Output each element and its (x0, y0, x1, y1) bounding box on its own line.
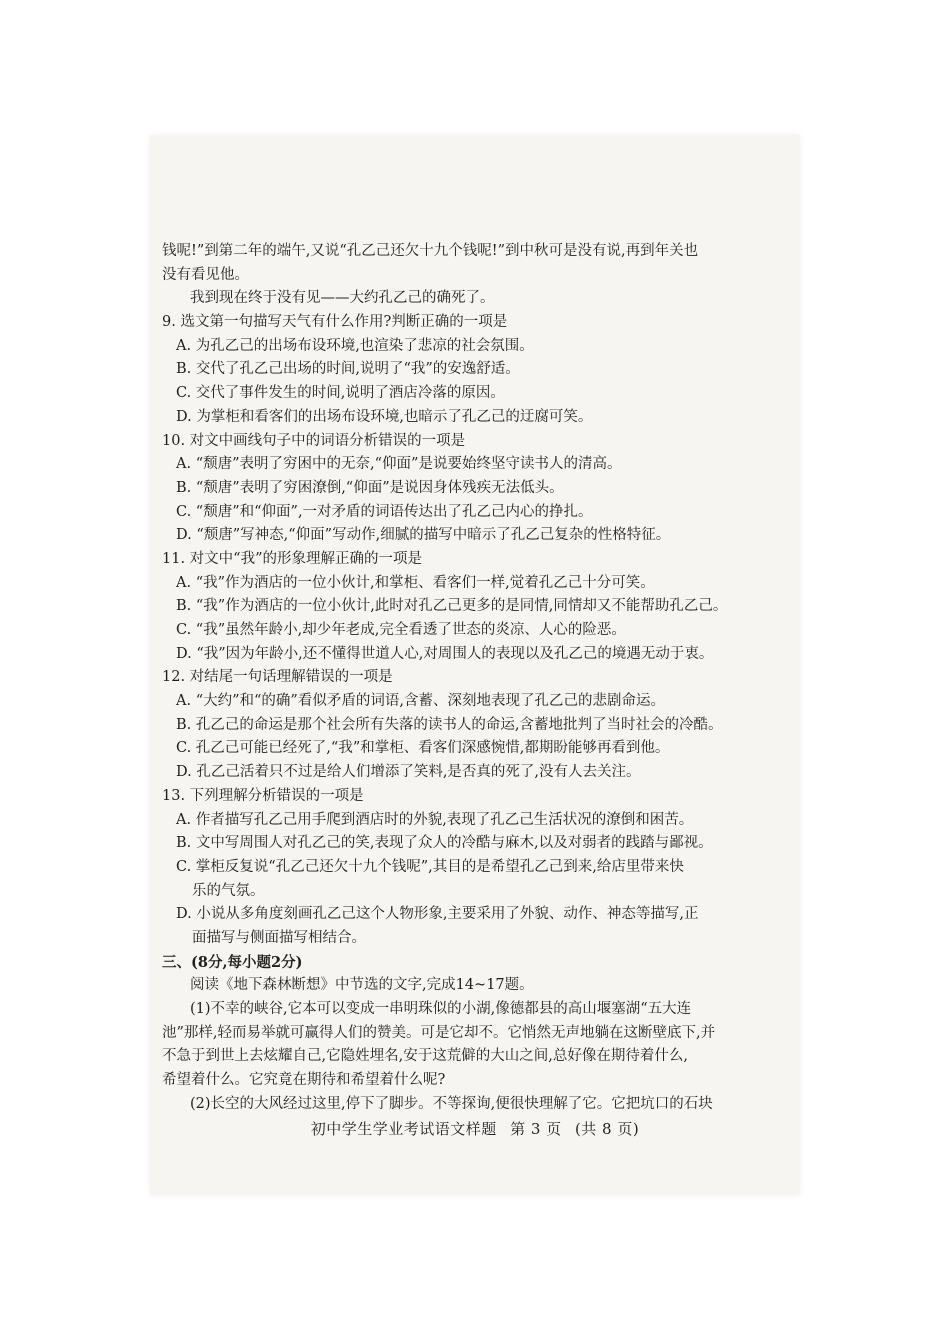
text-line: C. 掌柜反复说“孔乙己还欠十九个钱呢”,其目的是希望孔乙己到来,给店里带来快 (176, 858, 684, 875)
text-line: D. “我”因为年龄小,还不懂得世道人心,对周围人的表现以及孔乙己的境遇无动于衷。 (176, 645, 714, 662)
text-line: A. 为孔乙己的出场布设环境,也渲染了悲凉的社会氛围。 (176, 337, 534, 354)
text-line: 13. 下列理解分析错误的一项是 (162, 787, 364, 804)
text-line: B. “我”作为酒店的一位小伙计,此时对孔乙己更多的是同情,同情却又不能帮助孔乙己。 (176, 598, 728, 615)
text-line: C. “我”虽然年龄小,却少年老成,完全看透了世态的炎凉、人心的险恶。 (176, 622, 626, 638)
text-line: 12. 对结尾一句话理解错误的一项是 (162, 669, 393, 686)
text-line: D. “颓唐”写神态,“仰面”写动作,细腻的描写中暗示了孔乙己复杂的性格特征。 (176, 527, 671, 544)
footer-title: 初中学生学业考试语文样题 (310, 1120, 497, 1138)
text-line: 乐的气氛。 (192, 882, 265, 899)
text-line: 11. 对文中“我”的形象理解正确的一项是 (162, 550, 422, 567)
page-footer (0, 1118, 950, 1139)
text-line: 不急于到世上去炫耀自己,它隐姓埋名,安于这荒僻的大山之间,总好像在期待着什么, (162, 1048, 688, 1065)
text-line: 面描写与侧面描写相结合。 (192, 929, 366, 946)
text-line: B. “颓唐”表明了穷困潦倒,“仰面”是说因身体残疾无法低头。 (176, 479, 564, 496)
text-line: A. “颓唐”表明了穷困中的无奈,“仰面”是说要始终坚守读书人的清高。 (176, 456, 622, 473)
text-line: A. “我”作为酒店的一位小伙计,和掌柜、看客们一样,觉着孔乙己十分可笑。 (176, 574, 655, 591)
footer-total: (共 8 页) (574, 1120, 640, 1138)
text-line: 10. 对文中画线句子中的词语分析错误的一项是 (162, 432, 466, 449)
text-line: (2)长空的大风经过这里,停下了脚步。不等探询,便很快理解了它。它把坑口的石块 (190, 1095, 713, 1112)
text-line: 钱呢!”到第二年的端午,又说“孔乙己还欠十九个钱呢!”到中秋可是没有说,再到年关也 (162, 243, 699, 259)
text-line: B. 文中写周围人对孔乙己的笑,表现了众人的冷酷与麻木,以及对弱者的践踏与鄙视。 (176, 835, 713, 852)
text-line: 池”那样,轻而易举就可赢得人们的赞美。可是它却不。它悄然无声地躺在这断壁底下,并 (162, 1024, 716, 1041)
text-line: 三、(8分,每小题2分) (162, 953, 303, 971)
text-line: B. 孔乙己的命运是那个社会所有失落的读书人的命运,含蓄地批判了当时社会的冷酷。 (176, 716, 723, 733)
text-line: 我到现在终于没有见——大约孔乙己的确死了。 (190, 290, 495, 307)
footer-page: 第 3 页 (510, 1120, 562, 1138)
text-line: C. “颓唐”和“仰面”,一对矛盾的词语传达出了孔乙己内心的挣扎。 (176, 503, 593, 520)
text-line: D. 孔乙己活着只不过是给人们增添了笑料,是否真的死了,没有人去关注。 (176, 764, 641, 781)
text-line: 阅读《地下森林断想》中节选的文字,完成14~17题。 (190, 977, 534, 994)
text-line: A. “大约”和“的确”看似矛盾的词语,含蓄、深刻地表现了孔乙己的悲剧命运。 (176, 693, 665, 710)
text-line: D. 小说从多角度刻画孔乙己这个人物形象,主要采用了外貌、动作、神态等描写,正 (176, 906, 699, 923)
text-line: C. 孔乙己可能已经死了,“我”和掌柜、看客们深感惋惜,都期盼能够再看到他。 (176, 740, 670, 757)
text-line: C. 交代了事件发生的时间,说明了酒店冷落的原因。 (176, 385, 505, 402)
text-line: 9. 选文第一句描写天气有什么作用?判断正确的一项是 (162, 314, 508, 331)
text-line: D. 为掌柜和看客们的出场布设环境,也暗示了孔乙己的迂腐可笑。 (176, 408, 593, 425)
text-line: (1)不幸的峡谷,它本可以变成一串明珠似的小湖,像德都县的高山堰塞湖“五大连 (190, 1001, 692, 1017)
document-body (162, 240, 752, 1116)
text-line: 希望着什么。它究竟在期待和希望着什么呢? (162, 1072, 446, 1089)
text-line: A. 作者描写孔乙己用手爬到酒店时的外貌,表现了孔乙己生活状况的潦倒和困苦。 (176, 811, 694, 828)
text-line: B. 交代了孔乙己出场的时间,说明了“我”的安逸舒适。 (176, 361, 520, 378)
text-line: 没有看见他。 (162, 266, 249, 283)
